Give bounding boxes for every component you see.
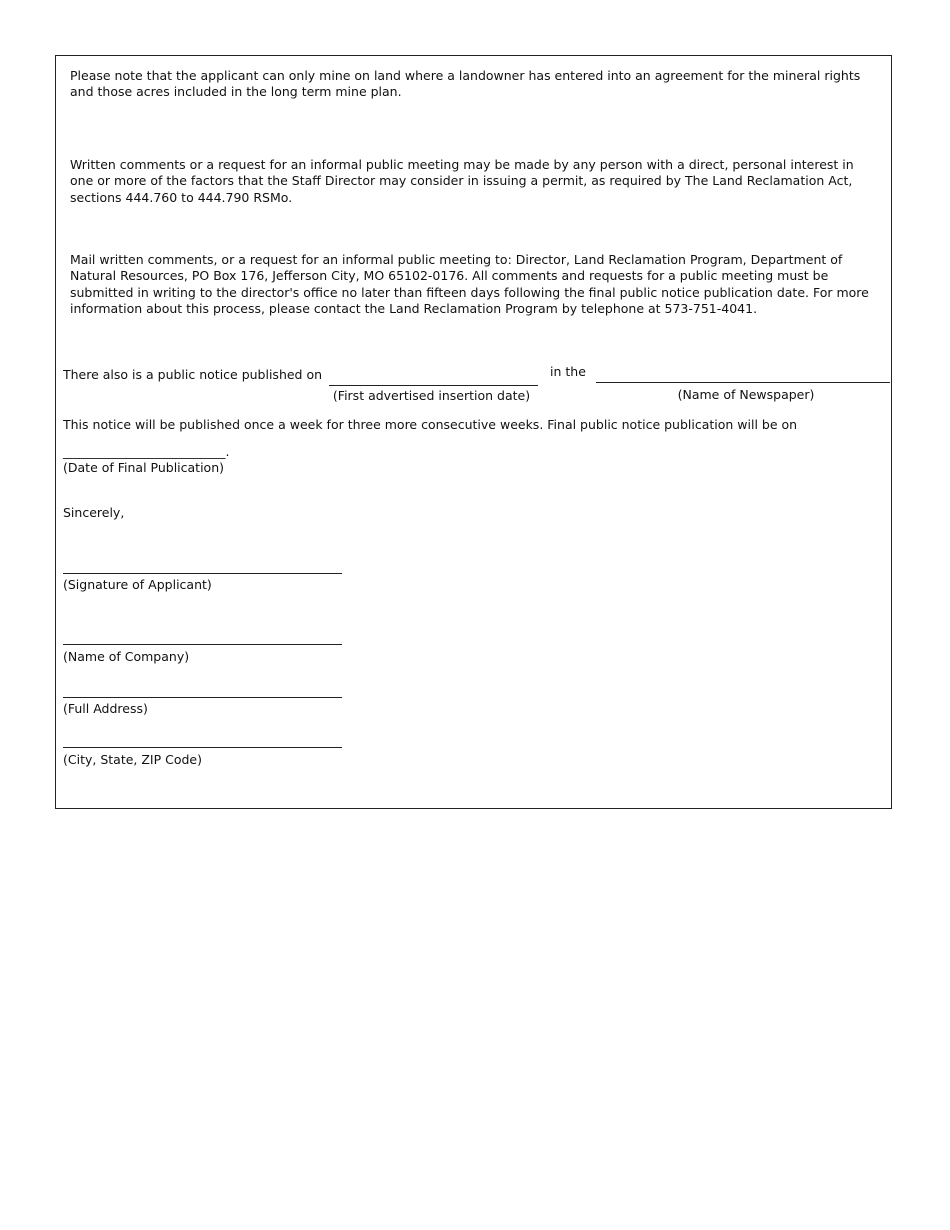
published-on-label: There also is a public notice published on (63, 367, 323, 382)
final-publication-date-field[interactable]: __________________________. (63, 444, 230, 459)
newspaper-name-field[interactable] (596, 382, 890, 383)
comments-paragraph: Written comments or a request for an informal public meeting may be made by any person with a direct, personal interest in one or more of the factors that the Staff Director may consider in issuing a permit, as required by The Land Reclamation Act, sections 444.760 to 444.790 RSMo. (70, 157, 854, 205)
first-insertion-date-caption: (First advertised insertion date) (332, 388, 531, 403)
newspaper-name-caption: (Name of Newspaper) (677, 387, 815, 402)
city-state-zip-field[interactable] (63, 747, 342, 748)
weekly-publication-sentence: This notice will be published once a week for three more consecutive weeks. Final public notice publication will be on (63, 417, 798, 432)
mail-instructions-paragraph: Mail written comments, or a request for an informal public meeting to: Director, Land Reclamation Program, Department of Natural Resources, PO Box 176, Jefferson City, MO 65102-0176. All comments and requests for a public meeting must be submitted in writing to the director's office no later than fifteen days following the final public notice publication date. For more information about this process, please contact the Land Reclamation Program by telephone at 573-751-4041. (70, 252, 869, 316)
full-address-caption: (Full Address) (63, 701, 148, 716)
mineral-rights-paragraph: Please note that the applicant can only mine on land where a landowner has entered into an agreement for the mineral rights and those acres included in the long term mine plan. (70, 68, 861, 100)
company-name-field[interactable] (63, 644, 342, 645)
salutation: Sincerely, (63, 505, 125, 520)
in-the-label: in the (550, 364, 586, 379)
full-address-field[interactable] (63, 697, 342, 698)
company-name-caption: (Name of Company) (63, 649, 190, 664)
signature-caption: (Signature of Applicant) (63, 577, 212, 592)
city-state-zip-caption: (City, State, ZIP Code) (63, 752, 202, 767)
first-insertion-date-field[interactable] (329, 385, 538, 386)
final-publication-date-caption: (Date of Final Publication) (63, 460, 225, 475)
signature-field[interactable] (63, 573, 342, 574)
